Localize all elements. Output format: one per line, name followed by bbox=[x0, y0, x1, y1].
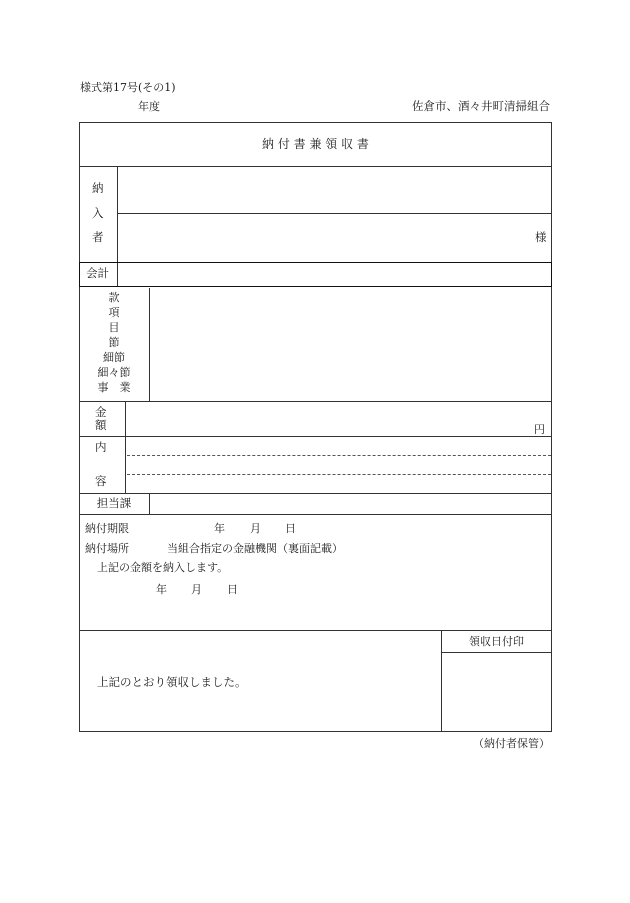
contents-field[interactable] bbox=[127, 437, 550, 492]
declaration-year: 年 bbox=[156, 583, 167, 596]
amount-unit: 円 bbox=[534, 423, 545, 436]
account-label: 会計 bbox=[86, 266, 109, 280]
budget-item-saisaisetsu: 細々節 bbox=[97, 366, 131, 379]
budget-item-jigyou: 事 業 bbox=[97, 381, 131, 394]
organization-name: 佐倉市、酒々井町清掃組合 bbox=[412, 99, 550, 113]
payment-place-value: 当組合指定の金融機関（裏面記載） bbox=[167, 542, 343, 555]
budget-item-moku: 目 bbox=[108, 321, 120, 334]
amount-label-top: 金 bbox=[95, 405, 107, 419]
declaration-month: 月 bbox=[191, 583, 202, 596]
deadline-day: 日 bbox=[285, 522, 296, 535]
payer-label-3: 者 bbox=[92, 230, 104, 244]
amount-label-bottom: 額 bbox=[95, 418, 107, 432]
budget-items-field[interactable] bbox=[150, 289, 550, 400]
budget-item-saisetsu: 細節 bbox=[103, 351, 125, 364]
payer-address-field[interactable] bbox=[118, 167, 550, 212]
payment-declaration: 上記の金額を納入します。 bbox=[97, 561, 229, 574]
account-field[interactable] bbox=[119, 264, 549, 285]
form-number: 様式第17号(その1) bbox=[80, 81, 176, 94]
contents-label-top: 内 bbox=[95, 440, 107, 454]
contents-label-bottom: 容 bbox=[95, 474, 107, 488]
department-field[interactable] bbox=[150, 494, 550, 513]
deadline-month: 月 bbox=[250, 522, 261, 535]
form-title: 納 付 書 兼 領 収 書 bbox=[262, 137, 369, 151]
payment-place-label: 納付場所 bbox=[85, 542, 129, 555]
declaration-day: 日 bbox=[227, 583, 238, 596]
budget-item-kou: 項 bbox=[108, 306, 120, 319]
payer-suffix: 様 bbox=[535, 230, 547, 244]
payer-name-field[interactable] bbox=[118, 214, 523, 261]
receipt-statement: 上記のとおり領収しました。 bbox=[97, 675, 247, 689]
deadline-year: 年 bbox=[214, 522, 225, 535]
payer-label-2: 入 bbox=[92, 206, 104, 220]
budget-item-setsu: 節 bbox=[108, 336, 120, 349]
receipt-stamp-label: 領収日付印 bbox=[469, 635, 524, 648]
department-label: 担当課 bbox=[96, 496, 132, 510]
deadline-label: 納付期限 bbox=[85, 522, 129, 535]
budget-item-kan: 款 bbox=[108, 291, 120, 304]
receipt-stamp-area[interactable] bbox=[442, 653, 550, 730]
amount-field[interactable] bbox=[127, 402, 527, 435]
payer-label-1: 納 bbox=[92, 181, 104, 195]
footer-note: （納付者保管） bbox=[473, 737, 550, 750]
fiscal-year-label: 年度 bbox=[138, 100, 160, 113]
